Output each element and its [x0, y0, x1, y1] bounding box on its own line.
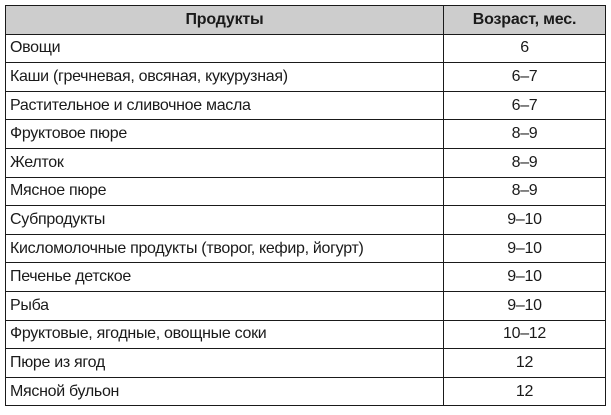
product-cell: Печенье детское [6, 263, 444, 292]
product-cell: Рыба [6, 291, 444, 320]
age-cell: 8–9 [444, 177, 606, 206]
column-header-age: Возраст, мес. [444, 6, 606, 35]
table-row [6, 377, 606, 406]
table-row [6, 63, 606, 92]
table-row [6, 349, 606, 378]
table-row [6, 177, 606, 206]
table-row [6, 34, 606, 63]
age-cell: 6–7 [444, 63, 606, 92]
age-cell: 10–12 [444, 320, 606, 349]
age-cell: 12 [444, 377, 606, 406]
table-row [6, 91, 606, 120]
table-header-row [6, 6, 606, 35]
table-row [6, 263, 606, 292]
product-cell: Мясной бульон [6, 377, 444, 406]
age-cell: 9–10 [444, 291, 606, 320]
age-cell: 9–10 [444, 206, 606, 235]
product-cell: Желток [6, 148, 444, 177]
product-cell: Каши (гречневая, овсяная, кукурузная) [6, 63, 444, 92]
product-cell: Пюре из ягод [6, 349, 444, 378]
table-header [6, 6, 606, 35]
table-row [6, 291, 606, 320]
product-cell: Фруктовое пюре [6, 120, 444, 149]
column-header-product: Продукты [6, 6, 444, 35]
table-row [6, 234, 606, 263]
food-introduction-table [5, 5, 606, 406]
age-cell: 6 [444, 34, 606, 63]
age-cell: 6–7 [444, 91, 606, 120]
product-cell: Мясное пюре [6, 177, 444, 206]
product-cell: Овощи [6, 34, 444, 63]
product-cell: Субпродукты [6, 206, 444, 235]
age-cell: 12 [444, 349, 606, 378]
table-row [6, 206, 606, 235]
age-cell: 9–10 [444, 263, 606, 292]
age-cell: 8–9 [444, 120, 606, 149]
product-cell: Растительное и сливочное масла [6, 91, 444, 120]
product-cell: Фруктовые, ягодные, овощные соки [6, 320, 444, 349]
table-row [6, 148, 606, 177]
product-cell: Кисломолочные продукты (творог, кефир, йогурт) [6, 234, 444, 263]
age-cell: 9–10 [444, 234, 606, 263]
table-body [6, 34, 606, 406]
table-row [6, 320, 606, 349]
age-cell: 8–9 [444, 148, 606, 177]
table-row [6, 120, 606, 149]
